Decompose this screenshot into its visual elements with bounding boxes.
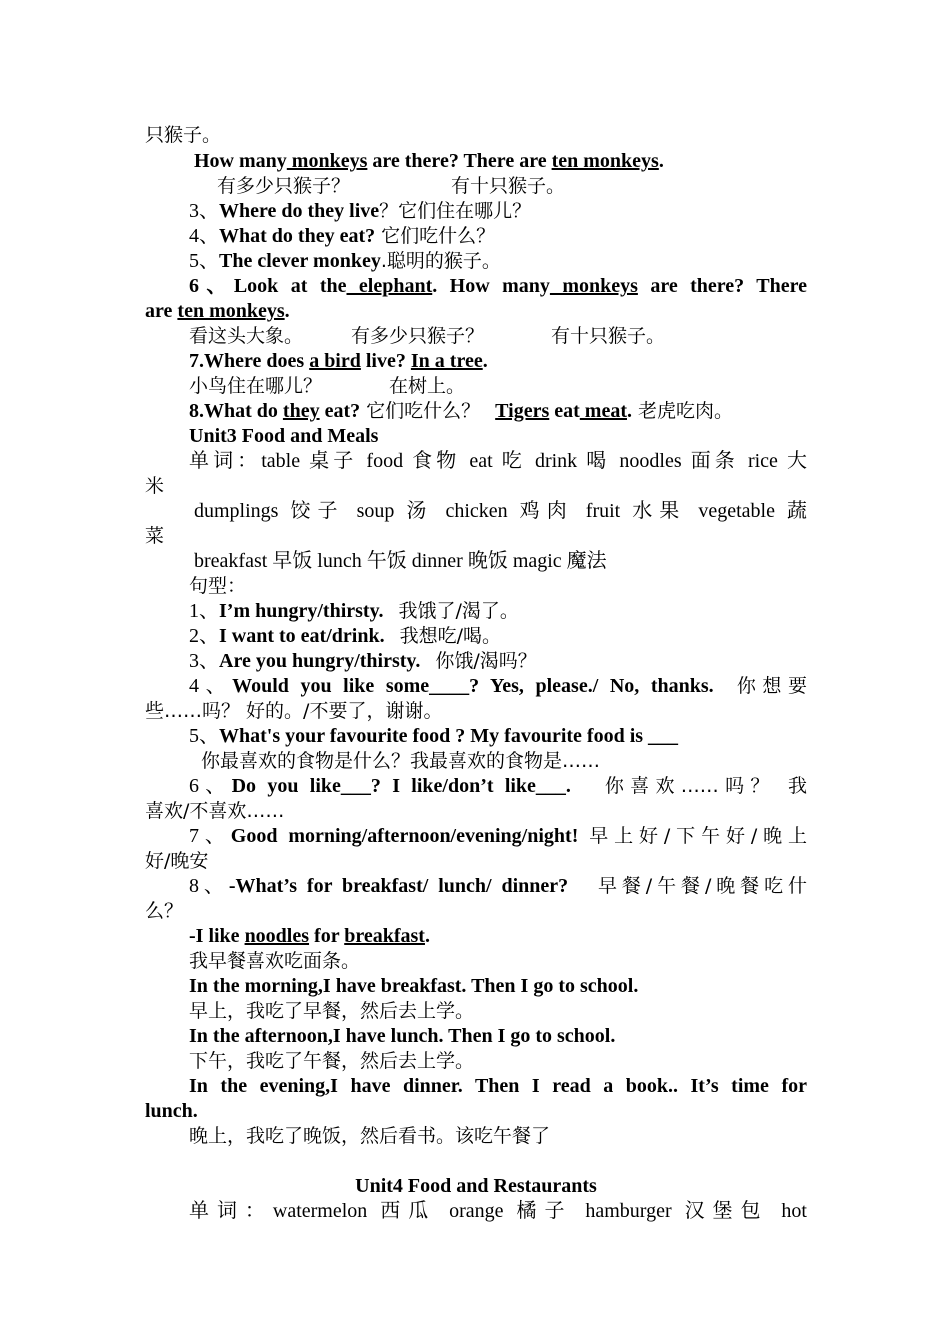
sentence-line: -I like noodles for breakfast. [189,925,430,947]
text-line: 些……吗？ 好的。/不要了，谢谢。 [145,700,443,722]
text-line: 早上，我吃了早餐，然后去上学。 [189,1000,475,1022]
sentence-line: How many monkeys are there? There are ten monkeys. [194,150,664,172]
sentence-line: 8.What do they eat? 它们吃什么？ Tigers eat meat. 老虎吃肉。 [189,400,734,422]
sentence-line: In the evening,I have dinner. Then I read a book.. It’s time for [189,1075,807,1097]
text-line: 只猴子。 [145,124,222,146]
section-heading-unit3: Unit3 Food and Meals [189,425,379,447]
sentence-line: lunch. [145,1100,198,1122]
sentence-line: 6、Look at the elephant. How many monkeys are there? There [189,275,807,297]
sentence-line: 1、I’m hungry/thirsty. 我饿了/渴了。 [189,600,519,622]
sentence-line: 3、Are you hungry/thirsty. 你饿/渴吗？ [189,650,537,672]
sentence-line: are ten monkeys. [145,300,290,322]
sentence-line: 2、I want to eat/drink. 我想吃/喝。 [189,625,501,647]
sentence-line: 5、The clever monkey.聪明的猴子。 [189,250,501,272]
vocabulary-line: 单词：table 桌子 food 食物 eat 吃 drink 喝 noodles 面条 rice 大 [189,450,807,472]
sentence-line: 3、Where do they live？它们住在哪儿？ [189,200,532,222]
text-line: 喜欢/不喜欢…… [145,800,285,822]
vocabulary-line: dumplings 饺子 soup 汤 chicken 鸡肉 fruit 水果 vegetable 蔬 [194,500,807,522]
sentence-line: 7、Good morning/afternoon/evening/night! 早上好/下午好/晚上 [189,825,808,847]
sentence-line: 5、What's your favourite food ? My favourite food is ___ [189,725,679,747]
text-line: 晚上，我吃了晚饭，然后看书。该吃午餐了 [189,1125,551,1147]
text-line: 我早餐喜欢吃面条。 [189,950,361,972]
text-line: 米 [145,475,165,497]
text-line: 你最喜欢的食物是什么？我最喜欢的食物是…… [201,750,601,772]
text-line: 么？ [145,900,184,922]
sentence-line: In the morning,I have breakfast. Then I go to school. [189,975,639,997]
text-line: 好/晚安 [145,850,209,872]
section-heading-unit4: Unit4 Food and Restaurants [355,1175,597,1197]
sentence-line: 4、Would you like some____? Yes, please./ No, thanks. 你想要 [189,675,808,697]
sentence-line: In the afternoon,I have lunch. Then I go to school. [189,1025,616,1047]
sentence-patterns-label: 句型： [189,575,247,597]
vocabulary-line: breakfast 早饭 lunch 午饭 dinner 晚饭 magic 魔法 [194,550,607,572]
sentence-line: 6、Do you like___? I like/don’t like___. 你喜欢……吗？ 我 [189,775,808,797]
vocabulary-line: 单词：watermelon 西瓜 orange 橘子 hamburger 汉堡包 hot [189,1200,807,1222]
sentence-line: 4、What do they eat? 它们吃什么？ [189,225,496,247]
document-page: 只猴子。 How many monkeys are there? There are ten monkeys. 有多少只猴子？ 有十只猴子。 3、Where do they live？它们住在哪儿？ 4、What do they eat? 它们吃什么？ 5、The clever monkey.聪明的猴子。 6、Look at the elephant. How many monkeys are there? There are ten monkeys. 看这头大象。 有多少只猴子？ 有十只猴子。 7.Where does a bird live? In a tree. 小鸟住在哪儿？ 在树上。 8.What do they eat? 它们吃什么？ Tigers eat meat. 老虎吃肉。 Unit3 Food and Meals 单词：table 桌子 food 食物 eat 吃 drink 喝 noodles 面条 rice 大 米 dumplings 饺子 soup 汤 chicken 鸡肉 fruit 水果 vegetable 蔬 菜 breakfast 早饭 lunch 午饭 dinner 晚饭 magic 魔法 句型： 1、I’m hungry/thirsty. 我饿了/渴了。 2、I want to eat/drink. 我想吃/喝。 3、Are you hungry/thirsty. 你饿/渴吗？ 4、Would you like some____? Yes, please./ No, thanks. 你想要 些……吗？ 好的。/不要了，谢谢。 5、What's your favourite food ? My favourite food is ___ 你最喜欢的食物是什么？我最喜欢的食物是…… 6、Do you like___? I like/don’t like___. 你喜欢……吗？ 我 喜欢/不喜欢…… 7、Good morning/afternoon/evening/night! 早上好/下午好/晚上 好/晚安 8、-What’s for breakfast/ lunch/ dinner? 早餐/午餐/晚餐吃什 么？ -I like noodles for breakfast. 我早餐喜欢吃面条。 In the morning,I have breakfast. Then I go to school. 早上，我吃了早餐，然后去上学。 In the afternoon,I have lunch. Then I go to school. 下午，我吃了午餐，然后去上学。 In the evening,I have dinner. Then I read a book.. It’s time for lunch. 晚上，我吃了晚饭，然后看书。该吃午餐了 Unit4 Food and Restaurants 单词：watermelon 西瓜 orange 橘子 hamburger 汉堡包 hot [145,124,808,1222]
text-line: 下午，我吃了午餐，然后去上学。 [189,1050,475,1072]
sentence-line: 7.Where does a bird live? In a tree. [189,350,488,372]
sentence-line: 8、-What’s for breakfast/ lunch/ dinner? 早餐/午餐/晚餐吃什 [189,875,808,897]
text-line: 菜 [145,525,165,547]
